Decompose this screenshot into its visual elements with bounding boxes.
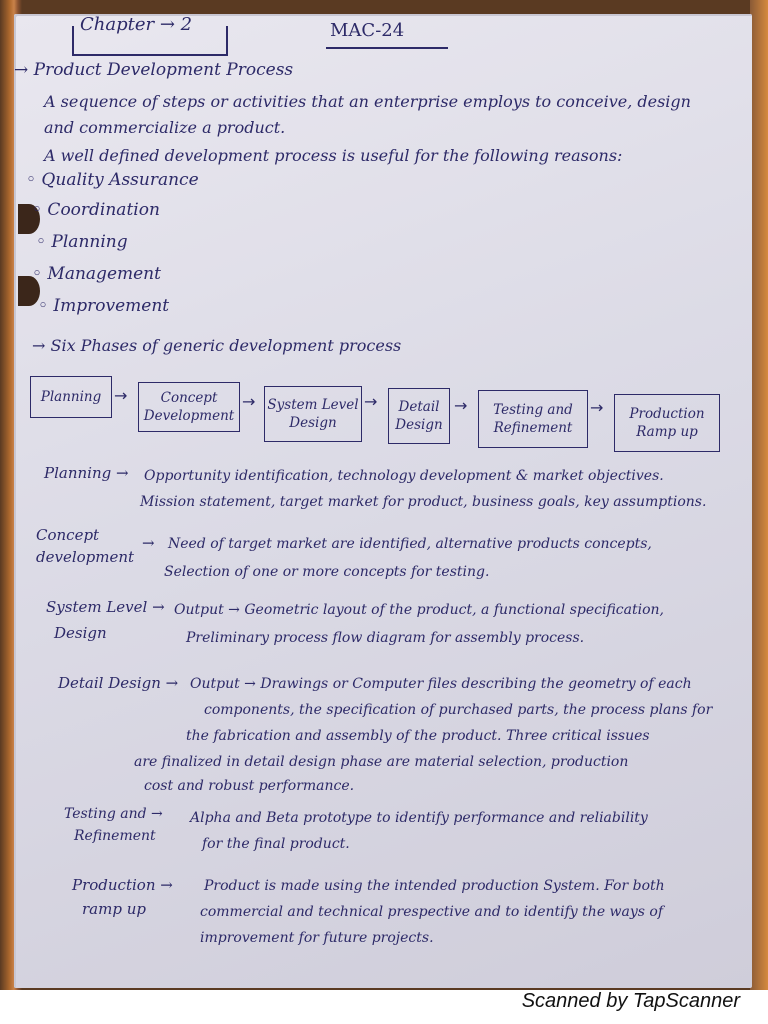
testing-label: Refinement	[74, 828, 156, 844]
reason-item: ◦ Quality Assurance	[26, 170, 199, 190]
phase-label: Production	[629, 405, 705, 422]
page-title: → Product Development Process	[14, 60, 294, 80]
course-code: MAC-24	[330, 20, 405, 41]
phase-box-planning	[30, 376, 112, 418]
notebook-page	[14, 14, 752, 988]
detail-design-line: cost and robust performance.	[144, 778, 355, 794]
concept-arrow: →	[142, 534, 155, 552]
flow-arrow: →	[242, 392, 256, 411]
phase-label: Concept	[160, 389, 218, 406]
phase-label: Development	[143, 408, 235, 424]
flow-arrow: →	[364, 392, 378, 411]
phase-box-concept-development	[138, 382, 240, 432]
detail-design-line: the fabrication and assembly of the product. Three critical issues	[186, 728, 650, 744]
system-label: System Level →	[46, 598, 165, 616]
photo-right-edge	[750, 0, 768, 990]
detail-design-line: components, the specification of purchased parts, the process plans for	[204, 702, 713, 718]
phase-label: Design	[395, 417, 443, 433]
planning-detail-line: Mission statement, target market for product, business goals, key assumptions.	[140, 494, 707, 510]
production-detail-line: improvement for future projects.	[200, 930, 434, 946]
system-detail-line: Preliminary process flow diagram for assembly process.	[186, 630, 585, 646]
concept-label: Concept	[36, 526, 100, 544]
phase-label: Refinement	[493, 420, 573, 436]
phase-label: Testing and	[493, 401, 573, 418]
phase-box-testing-refinement	[478, 390, 588, 448]
detail-design-line: Output → Drawings or Computer files describing the geometry of each	[190, 676, 692, 692]
phase-label: Design	[289, 415, 337, 431]
testing-detail-line: Alpha and Beta prototype to identify performance and reliability	[190, 810, 648, 826]
intro-line: A sequence of steps or activities that an enterprise employs to conceive, design	[44, 92, 691, 111]
phase-label: Planning	[40, 388, 102, 405]
planning-detail-line: Opportunity identification, technology development & market objectives.	[144, 468, 664, 484]
concept-detail-line: Need of target market are identified, alternative products concepts,	[168, 536, 652, 552]
phases-heading: → Six Phases of generic development process	[32, 336, 402, 355]
phase-label: System Level	[267, 396, 359, 413]
production-detail-line: commercial and technical prespective and to identify the ways of	[200, 904, 664, 920]
reason-item: ◦ Coordination	[32, 200, 160, 220]
concept-label: development	[36, 548, 135, 566]
reason-item: ◦ Improvement	[38, 296, 170, 316]
production-label: Production →	[72, 876, 173, 894]
intro-line: and commercialize a product.	[44, 118, 286, 137]
system-label: Design	[54, 624, 107, 642]
course-underline	[326, 47, 448, 49]
concept-detail-line: Selection of one or more concepts for testing.	[164, 564, 490, 580]
reason-item: ◦ Management	[32, 264, 161, 284]
flow-arrow: →	[590, 398, 604, 417]
system-detail-line: Output → Geometric layout of the product, a functional specification,	[174, 602, 664, 618]
phase-box-detail-design	[388, 388, 450, 444]
phase-label: Ramp up	[636, 424, 698, 440]
testing-label: Testing and →	[64, 806, 163, 822]
intro-line: A well defined development process is useful for the following reasons:	[44, 146, 623, 165]
flow-arrow: →	[114, 386, 128, 405]
phase-label: Detail	[398, 398, 440, 415]
testing-detail-line: for the final product.	[202, 836, 350, 852]
phase-box-production-ramp-up	[614, 394, 720, 452]
production-detail-line: Product is made using the intended production System. For both	[204, 878, 665, 894]
reason-item: ◦ Planning	[36, 232, 128, 252]
scanner-watermark: Scanned by TapScanner	[521, 990, 740, 1012]
flow-arrow: →	[454, 396, 468, 415]
detail-design-line: are finalized in detail design phase are material selection, production	[134, 754, 629, 770]
planning-label: Planning →	[44, 464, 129, 482]
detail-design-label: Detail Design →	[58, 674, 179, 692]
phase-box-system-level-design	[264, 386, 362, 442]
chapter-heading: Chapter → 2	[80, 14, 193, 35]
production-label: ramp up	[82, 900, 146, 918]
